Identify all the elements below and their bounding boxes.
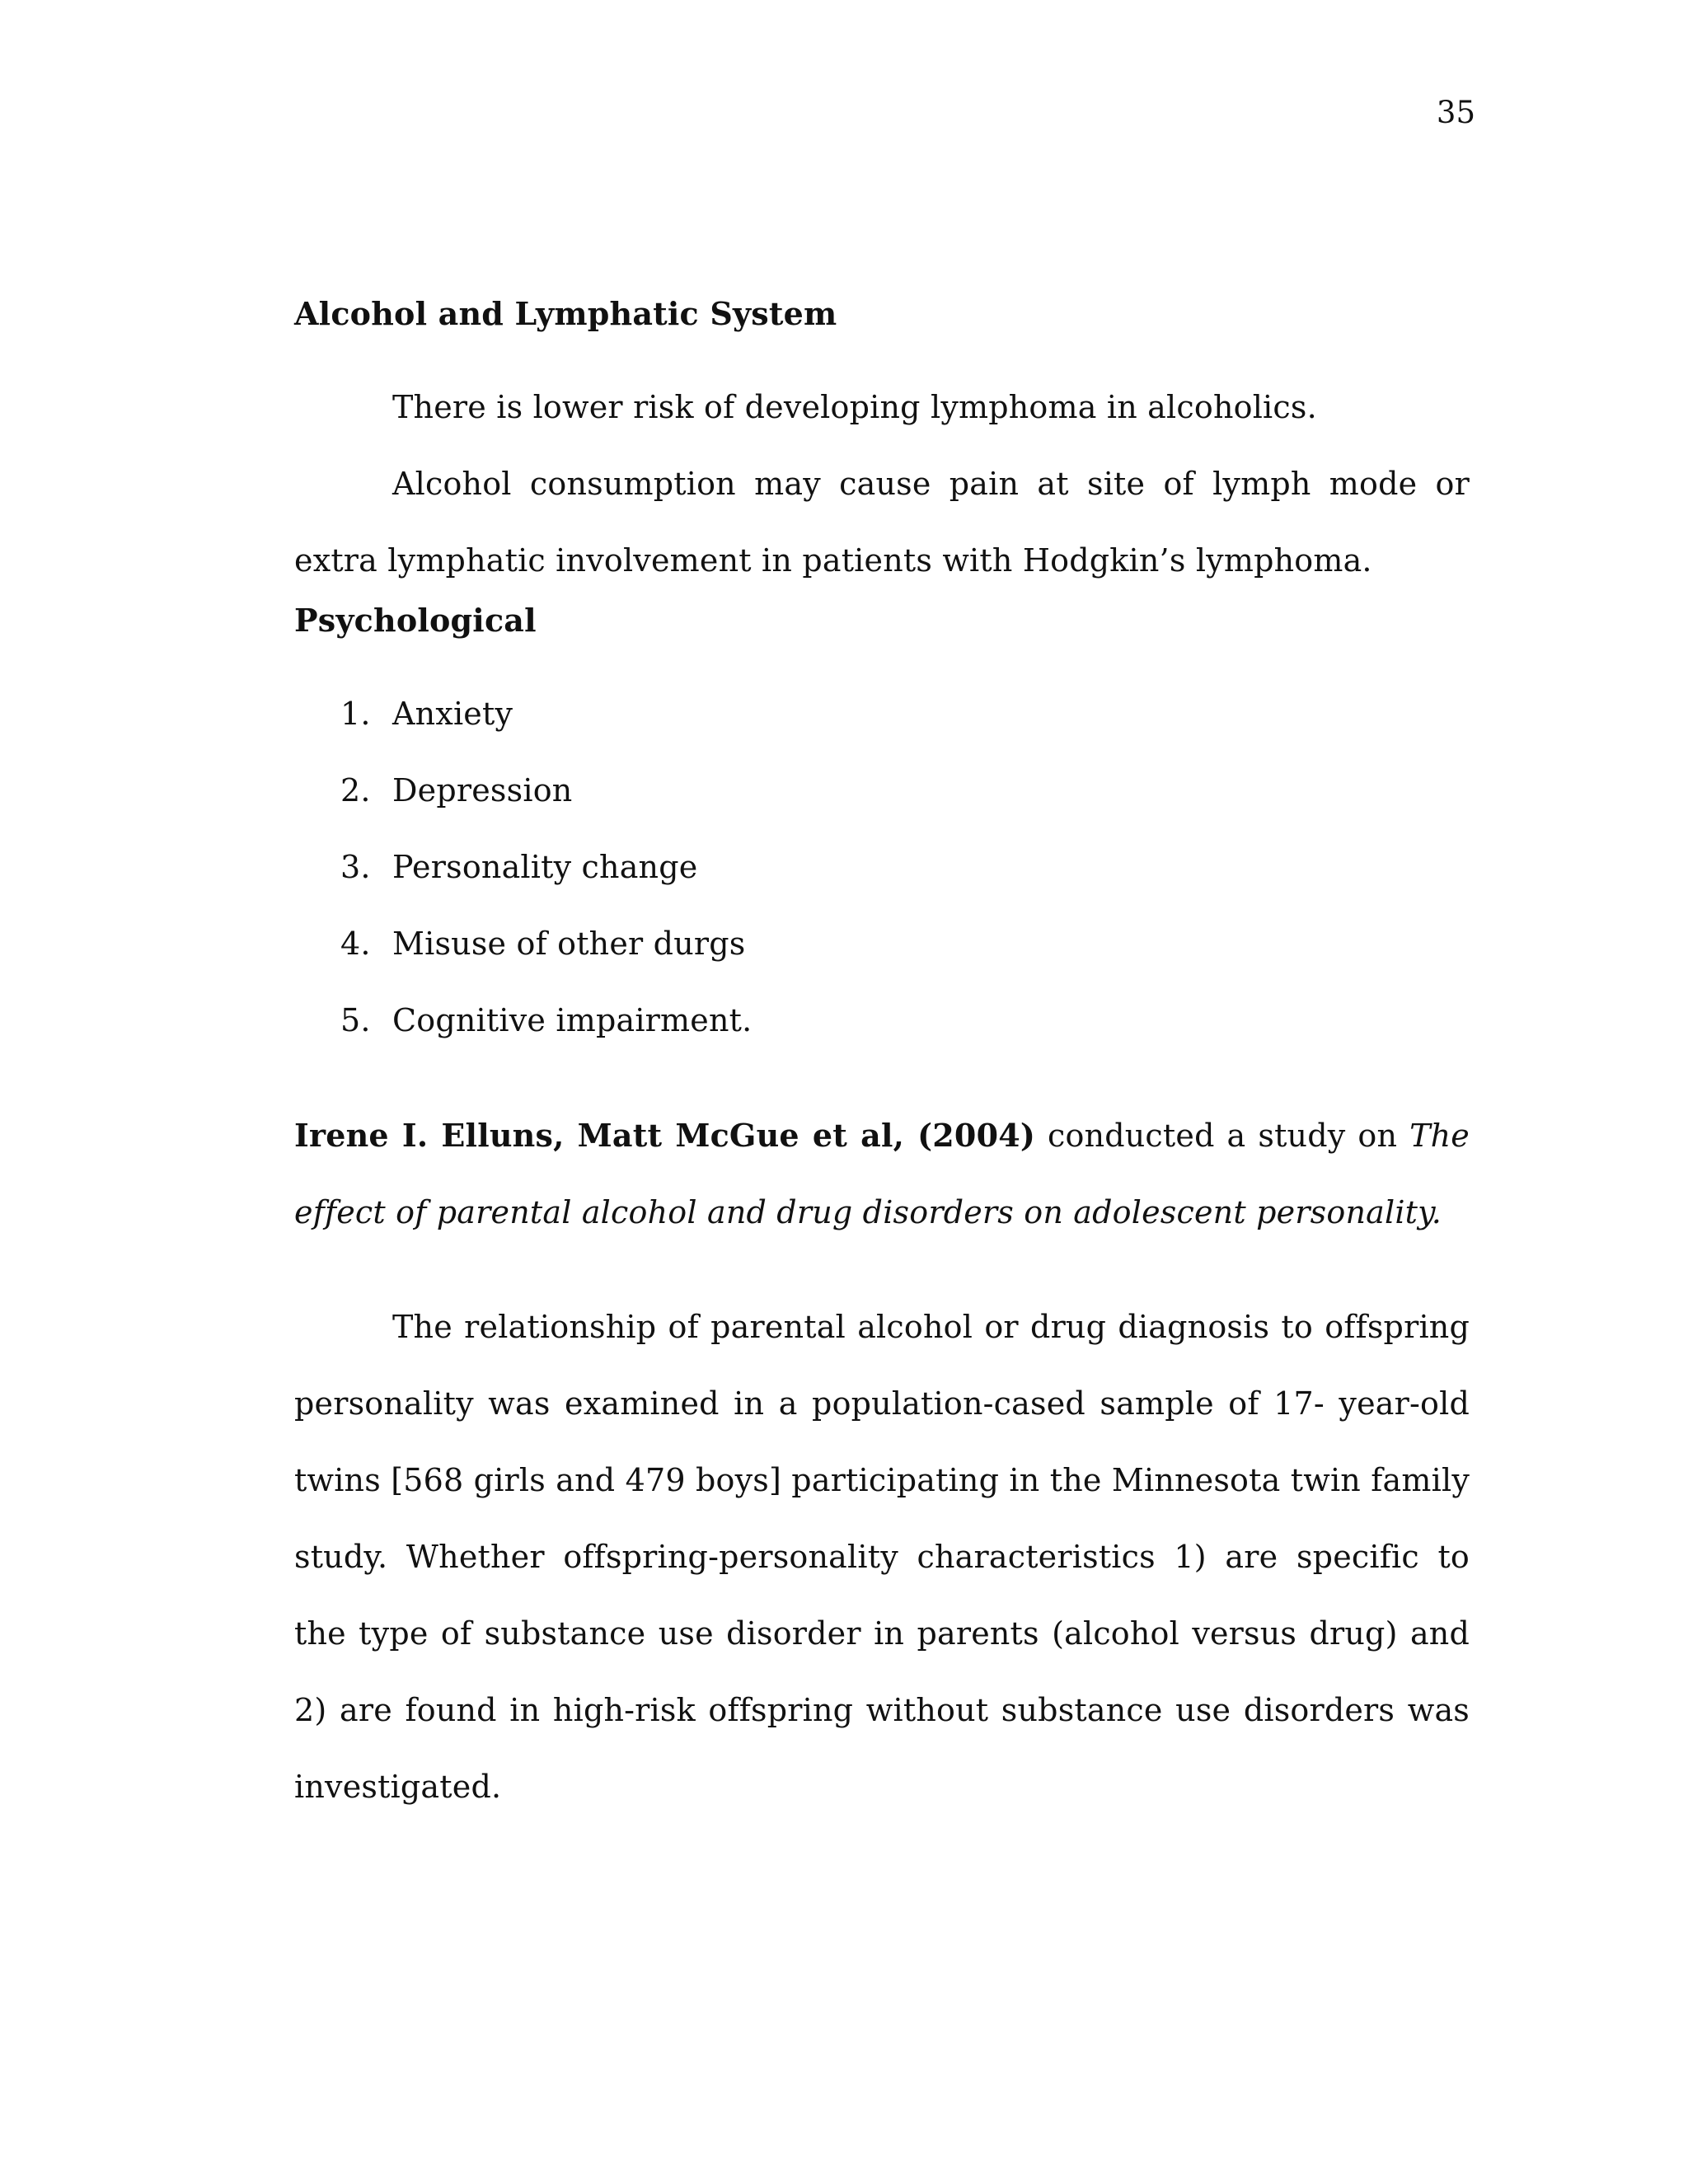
study-intro-text: conducted a study on [1035, 1118, 1410, 1154]
study-citation-paragraph [294, 1097, 1470, 1251]
list-item-number: 1. [340, 696, 371, 732]
study-title: The effect of parental alcohol and drug disorders on adolescent personality. [294, 1118, 1470, 1230]
list-item-number: 3. [340, 849, 371, 885]
page-content [294, 293, 1470, 1825]
psychological-list [294, 676, 1470, 1059]
list-item [294, 982, 1470, 1059]
list-item-text: Cognitive impairment. [392, 1002, 753, 1038]
page-number: 35 [1436, 95, 1475, 130]
list-item [294, 676, 1470, 752]
list-item-number: 4. [340, 926, 371, 962]
section-heading-lymphatic: Alcohol and Lymphatic System [294, 295, 837, 332]
paragraph-lymphoma-risk: There is lower risk of developing lymphoma in alcoholics. [392, 389, 1317, 425]
section-heading-psychological: Psychological [294, 602, 537, 639]
list-item-number: 2. [340, 772, 371, 808]
paragraph-hodgkins: Alcohol consumption may cause pain at site of lymph mode or extra lymphatic involvement in patients with Hodgkin’s lymphoma. [294, 466, 1470, 579]
list-item-text: Anxiety [392, 696, 513, 732]
list-item-number: 5. [340, 1002, 371, 1038]
list-item [294, 829, 1470, 906]
study-authors: Irene I. Elluns, Matt McGue et al, (2004) [294, 1117, 1036, 1154]
list-item-text: Misuse of other durgs [392, 926, 746, 962]
list-item [294, 752, 1470, 829]
study-description-paragraph: The relationship of parental alcohol or drug diagnosis to offspring personality was examined in a population-cased sample of 17- year-old twins [568 girls and 479 boys] participating in the Minnesota twin family study. Whether offspring-personality characteristics 1) are specific to the type of substance use disorder in parents (alcohol versus drug) and 2) are found in high-risk offspring without substance use disorders was investigated. [294, 1309, 1470, 1805]
list-item-text: Depression [392, 772, 573, 808]
list-item [294, 906, 1470, 982]
list-item-text: Personality change [392, 849, 698, 885]
